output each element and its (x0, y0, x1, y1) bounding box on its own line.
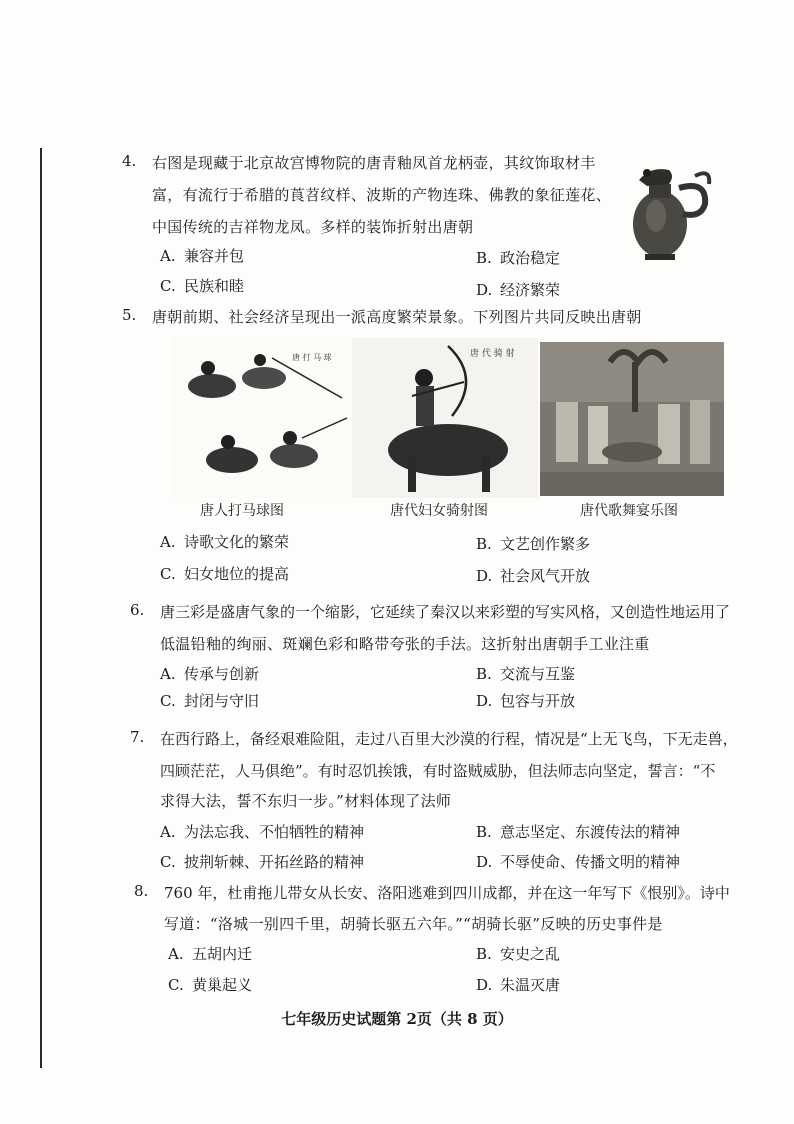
question-6-line-2: 低温铅釉的绚丽、斑斓色彩和略带夸张的手法。这折射出唐朝手工业注重 (160, 635, 650, 653)
question-7-option-b[interactable]: B. 意志坚定、东渡传法的精神 (476, 823, 681, 841)
polo-image-caption: 唐人打马球图 (200, 503, 284, 519)
question-5-option-a[interactable]: A. 诗歌文化的繁荣 (160, 533, 290, 551)
page-footer: 七年级历史试题第 2页（共 8 页） (281, 1010, 513, 1028)
question-8-line-2: 写道：“洛城一别四千里，胡骑长驱五六年。”“胡骑长驱”反映的历史事件是 (164, 915, 663, 933)
question-7-line-2: 四顾茫茫，人马俱绝”。有时忍饥挨饿，有时盗贼威胁，但法师志向坚定，誓言：“不 (160, 762, 716, 780)
question-7-number: 7. (130, 728, 145, 746)
archery-image-caption: 唐代妇女骑射图 (390, 503, 488, 519)
question-5-number: 5. (122, 306, 137, 324)
question-4-option-d[interactable]: D. 经济繁荣 (476, 281, 561, 299)
svg-text:唐 打 马 球: 唐 打 马 球 (292, 353, 332, 362)
question-7-line-1: 在西行路上，备经艰难险阻，走过八百里大沙漠的行程，情况是“上无飞鸟，下无走兽， (160, 730, 738, 748)
tang-women-archery-painting-image (352, 338, 538, 498)
question-8-line-1: 760 年，杜甫拖儿带女从长安、洛阳逃难到四川成都，并在这一年写下《恨别》。诗中 (164, 884, 730, 902)
question-8-option-a[interactable]: A. 五胡内迁 (168, 945, 253, 963)
question-4-option-b[interactable]: B. 政治稳定 (476, 249, 561, 267)
question-7-option-a[interactable]: A. 为法忘我、不怕牺牲的精神 (160, 823, 365, 841)
question-5-line-1: 唐朝前期、社会经济呈现出一派高度繁荣景象。下列图片共同反映出唐朝 (152, 308, 642, 326)
question-6-option-a[interactable]: A. 传承与创新 (160, 665, 260, 683)
question-6-number: 6. (130, 601, 145, 619)
question-4-number: 4. (122, 152, 137, 170)
question-4-line-2: 富，有流行于希腊的莨苕纹样、波斯的产物连珠、佛教的象征莲花、 (152, 186, 612, 204)
question-4-line-1: 右图是现藏于北京故宫博物院的唐青釉凤首龙柄壶，其纹饰取材丰 (152, 154, 596, 172)
question-8-option-c[interactable]: C. 黄巢起义 (168, 976, 253, 994)
question-7-option-c[interactable]: C. 披荆斩棘、开拓丝路的精神 (160, 853, 365, 871)
question-6-option-d[interactable]: D. 包容与开放 (476, 692, 576, 710)
tang-banquet-music-painting-image (540, 342, 724, 496)
tang-polo-painting-image (172, 338, 352, 498)
question-4-line-3: 中国传统的吉祥物龙凤。多样的装饰折射出唐朝 (152, 218, 474, 236)
question-8-number: 8. (134, 882, 149, 900)
question-4-option-c[interactable]: C. 民族和睦 (160, 277, 245, 295)
question-5-option-d[interactable]: D. 社会风气开放 (476, 567, 591, 585)
question-5-option-b[interactable]: B. 文艺创作繁多 (476, 535, 591, 553)
question-7-option-d[interactable]: D. 不辱使命、传播文明的精神 (476, 853, 681, 871)
banquet-image-caption: 唐代歌舞宴乐图 (580, 503, 678, 519)
binding-margin-line (40, 148, 42, 1068)
question-6-option-b[interactable]: B. 交流与互鉴 (476, 665, 576, 683)
question-7-line-3: 求得大法，誓不东归一步。”材料体现了法师 (160, 792, 452, 810)
question-5-option-c[interactable]: C. 妇女地位的提高 (160, 565, 290, 583)
question-6-option-c[interactable]: C. 封闭与守旧 (160, 692, 260, 710)
question-6-line-1: 唐三彩是盛唐气象的一个缩影，它延续了秦汉以来彩塑的写实风格，又创造性地运用了 (160, 603, 731, 621)
question-4-option-a[interactable]: A. 兼容并包 (160, 247, 245, 265)
celadon-phoenix-head-ewer-image (625, 158, 717, 262)
question-8-option-d[interactable]: D. 朱温灭唐 (476, 976, 561, 994)
svg-text:唐 代 骑 射: 唐 代 骑 射 (470, 349, 515, 359)
question-8-option-b[interactable]: B. 安史之乱 (476, 945, 561, 963)
